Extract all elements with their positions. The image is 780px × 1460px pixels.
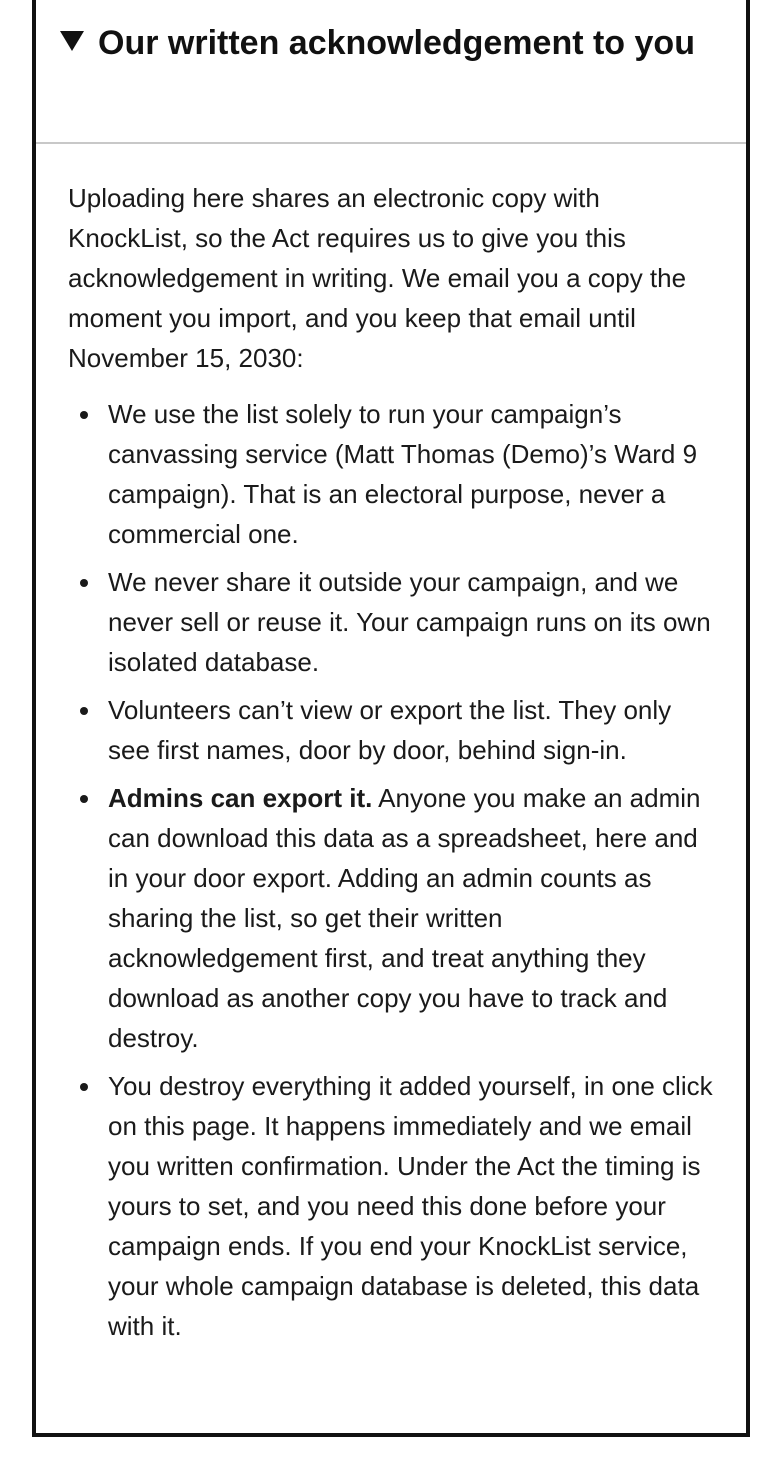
list-item-text: We never share it outside your campaign, and we never sell or reuse it. Your campaign runs on its own isolated database. <box>108 567 711 677</box>
bullet-icon <box>80 579 88 587</box>
bullet-icon <box>80 1083 88 1091</box>
list-item-lead: Admins can export it. <box>108 783 373 813</box>
triangle-down-icon <box>60 31 84 51</box>
bullet-icon <box>80 411 88 419</box>
acknowledgement-summary-toggle[interactable] <box>36 0 746 144</box>
list-item <box>68 562 714 682</box>
intro-paragraph: Uploading here shares an electronic copy with KnockList, so the Act requires us to give you this acknowledgement in writing. We email you a copy the moment you import, and you keep that email until November 15, 2030: <box>68 183 687 373</box>
bullet-icon <box>80 795 88 803</box>
list-item-text: We use the list solely to run your campaign’s canvassing service (Matt Thomas (Demo)’s Ward 9 campaign). That is an electoral purpose, never a commercial one. <box>108 399 698 549</box>
acknowledgement-content <box>36 144 746 1346</box>
list-item <box>68 394 714 554</box>
bullet-icon <box>80 707 88 715</box>
list-item-text: You destroy everything it added yourself, in one click on this page. It happens immediately and we email you written confirmation. Under the Act the timing is yours to set, and you need this done before your campaign ends. If you end your KnockList service, your whole campaign database is deleted, this data with it. <box>108 1071 713 1341</box>
acknowledgement-list <box>68 394 714 1346</box>
list-item-text: Anyone you make an admin can download this data as a spreadsheet, here and in your door export. Adding an admin counts as sharing the list, so get their written acknowledgement first, and treat anything they download as another copy you have to track and destroy. <box>108 783 701 1053</box>
section-title: Our written acknowledgement to you <box>98 24 695 62</box>
list-item <box>68 778 714 1058</box>
list-item-text: Volunteers can’t view or export the list. They only see first names, door by door, behind sign-in. <box>108 695 672 765</box>
list-item <box>68 690 714 770</box>
acknowledgement-details <box>32 0 750 1437</box>
list-item <box>68 1066 714 1346</box>
